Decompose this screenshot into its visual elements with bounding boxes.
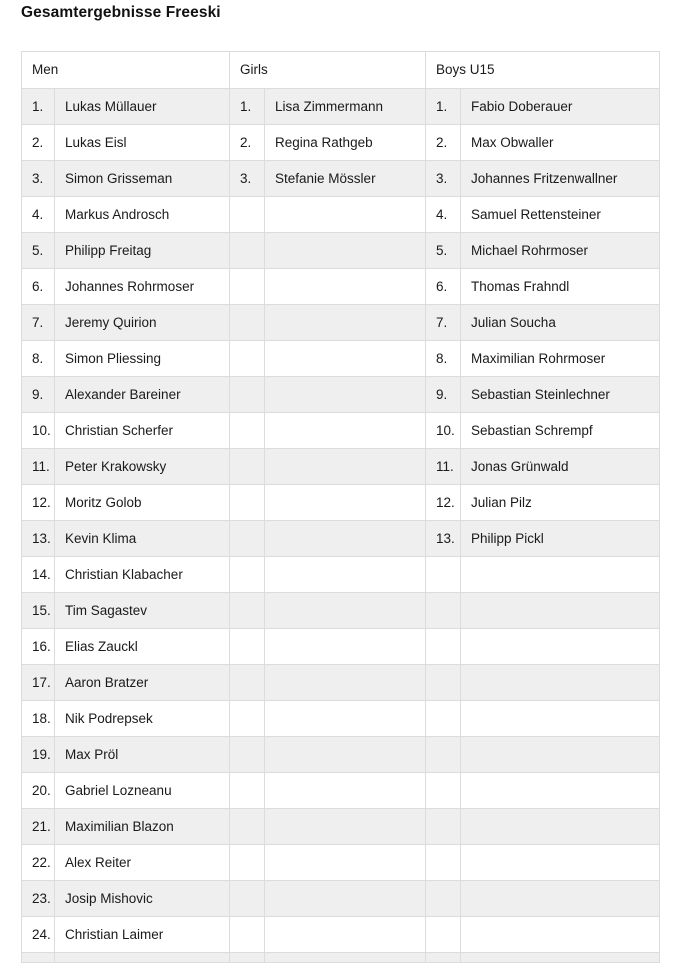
athlete-name-cell-boys: Michael Rohrmoser — [461, 233, 660, 269]
table-row — [22, 89, 660, 125]
athlete-name-cell-girls — [265, 341, 426, 377]
athlete-name-cell-men: Markus Androsch — [55, 197, 230, 233]
rank-cell-girls — [230, 665, 265, 701]
athlete-name-cell-men: Alex Reiter — [55, 845, 230, 881]
athlete-name-cell-boys: Philipp Pickl — [461, 521, 660, 557]
rank-cell-girls — [230, 341, 265, 377]
athlete-name-cell-girls — [265, 917, 426, 953]
rank-cell-men: 9. — [22, 377, 55, 413]
results-table-container — [21, 51, 659, 963]
table-row — [22, 737, 660, 773]
rank-cell-men: 10. — [22, 413, 55, 449]
rank-cell-boys — [426, 773, 461, 809]
athlete-name-cell-men: Josip Mishovic — [55, 881, 230, 917]
rank-cell-men: 15. — [22, 593, 55, 629]
table-row — [22, 881, 660, 917]
athlete-name-cell-men: Nik Podrepsek — [55, 701, 230, 737]
athlete-name-cell-men: Moritz Golob — [55, 485, 230, 521]
rank-cell-girls — [230, 737, 265, 773]
rank-cell-boys: 1. — [426, 89, 461, 125]
rank-cell-men: 12. — [22, 485, 55, 521]
athlete-name-cell-boys: Samuel Rettensteiner — [461, 197, 660, 233]
column-header-men: Men — [22, 52, 230, 89]
rank-cell-men: 5. — [22, 233, 55, 269]
rank-cell-girls — [230, 449, 265, 485]
athlete-name-cell-men: Tim Sagastev — [55, 593, 230, 629]
table-row — [22, 341, 660, 377]
athlete-name-cell-boys — [461, 845, 660, 881]
athlete-name-cell-men: Gabriel Lozneanu — [55, 773, 230, 809]
rank-cell-girls: 1. — [230, 89, 265, 125]
table-row — [22, 521, 660, 557]
athlete-name-cell-girls — [265, 665, 426, 701]
rank-cell-men: 20. — [22, 773, 55, 809]
athlete-name-cell-boys — [461, 881, 660, 917]
athlete-name-cell-men: Johannes Rohrmoser — [55, 269, 230, 305]
rank-cell-men: 22. — [22, 845, 55, 881]
column-header-girls: Girls — [230, 52, 426, 89]
table-row — [22, 125, 660, 161]
table-row — [22, 269, 660, 305]
athlete-name-cell-boys — [461, 809, 660, 845]
athlete-name-cell-boys: Julian Pilz — [461, 485, 660, 521]
rank-cell-boys — [426, 665, 461, 701]
athlete-name-cell-girls — [265, 197, 426, 233]
rank-cell-men: 23. — [22, 881, 55, 917]
athlete-name-cell-boys — [461, 557, 660, 593]
rank-cell-men: 17. — [22, 665, 55, 701]
rank-cell-men: 18. — [22, 701, 55, 737]
rank-cell-girls — [230, 413, 265, 449]
rank-cell-girls — [230, 269, 265, 305]
table-row — [22, 917, 660, 953]
athlete-name-cell-girls — [265, 629, 426, 665]
rank-cell-boys: 6. — [426, 269, 461, 305]
athlete-name-cell-boys: Sebastian Schrempf — [461, 413, 660, 449]
athlete-name-cell-men: Lukas Müllauer — [55, 89, 230, 125]
rank-cell-boys — [426, 917, 461, 953]
page-title: Gesamtergebnisse Freeski — [21, 4, 221, 21]
athlete-name-cell-girls — [265, 881, 426, 917]
rank-cell-girls — [230, 377, 265, 413]
rank-cell-girls: 2. — [230, 125, 265, 161]
table-row — [22, 845, 660, 881]
rank-cell-girls: 3. — [230, 161, 265, 197]
athlete-name-cell-boys — [461, 629, 660, 665]
rank-cell-boys: 9. — [426, 377, 461, 413]
table-row — [22, 413, 660, 449]
table-body — [22, 89, 660, 963]
rank-cell-girls — [230, 701, 265, 737]
athlete-name-cell-girls — [265, 557, 426, 593]
rank-cell-men: 16. — [22, 629, 55, 665]
athlete-name-cell-men: Simon Pliessing — [55, 341, 230, 377]
athlete-name-cell-girls: Lisa Zimmermann — [265, 89, 426, 125]
rank-cell-boys: 12. — [426, 485, 461, 521]
athlete-name-cell-men: Jeremy Quirion — [55, 305, 230, 341]
athlete-name-cell-boys: Jonas Grünwald — [461, 449, 660, 485]
table-row — [22, 665, 660, 701]
athlete-name-cell-boys — [461, 737, 660, 773]
rank-cell-boys: 10. — [426, 413, 461, 449]
table-row — [22, 629, 660, 665]
overall-results-table — [21, 51, 660, 963]
athlete-name-cell-men: Christian Klabacher — [55, 557, 230, 593]
rank-cell-men: 7. — [22, 305, 55, 341]
athlete-name-cell-boys: Julian Soucha — [461, 305, 660, 341]
rank-cell-boys: 8. — [426, 341, 461, 377]
athlete-name-cell-girls — [265, 593, 426, 629]
rank-cell-girls — [230, 197, 265, 233]
rank-cell-boys: 13. — [426, 521, 461, 557]
athlete-name-cell-men: Aaron Bratzer — [55, 665, 230, 701]
rank-cell-boys: 11. — [426, 449, 461, 485]
athlete-name-cell-girls — [265, 233, 426, 269]
rank-cell-men: 14. — [22, 557, 55, 593]
table-row — [22, 593, 660, 629]
rank-cell-men: 21. — [22, 809, 55, 845]
table-row — [22, 197, 660, 233]
athlete-name-cell-men: Elias Zauckl — [55, 629, 230, 665]
athlete-name-cell-girls: Regina Rathgeb — [265, 125, 426, 161]
rank-cell-boys — [426, 629, 461, 665]
rank-cell-boys: 5. — [426, 233, 461, 269]
athlete-name-cell-girls — [265, 413, 426, 449]
rank-cell-girls — [230, 773, 265, 809]
athlete-name-cell-boys — [461, 773, 660, 809]
rank-cell-girls — [230, 845, 265, 881]
athlete-name-cell-boys: Johannes Fritzenwallner — [461, 161, 660, 197]
rank-cell-boys — [426, 737, 461, 773]
table-row — [22, 305, 660, 341]
athlete-name-cell-girls — [265, 305, 426, 341]
athlete-name-cell-boys — [461, 701, 660, 737]
athlete-name-cell-girls — [265, 737, 426, 773]
rank-cell-girls — [230, 233, 265, 269]
athlete-name-cell-boys — [461, 917, 660, 953]
rank-cell-men: 4. — [22, 197, 55, 233]
athlete-name-cell-men: Alexander Bareiner — [55, 377, 230, 413]
athlete-name-cell-boys — [461, 665, 660, 701]
rank-cell-men: 3. — [22, 161, 55, 197]
rank-cell-men: 19. — [22, 737, 55, 773]
rank-cell-boys — [426, 845, 461, 881]
rank-cell-men: 6. — [22, 269, 55, 305]
athlete-name-cell-girls: Stefanie Mössler — [265, 161, 426, 197]
athlete-name-cell-girls — [265, 809, 426, 845]
table-row — [22, 449, 660, 485]
rank-cell-girls — [230, 917, 265, 953]
athlete-name-cell-boys: Maximilian Rohrmoser — [461, 341, 660, 377]
rank-cell-girls — [230, 485, 265, 521]
athlete-name-cell-men: Peter Krakowsky — [55, 449, 230, 485]
rank-cell-boys — [426, 593, 461, 629]
athlete-name-cell-men: Max Pröl — [55, 737, 230, 773]
rank-cell-boys: 3. — [426, 161, 461, 197]
athlete-name-cell-girls — [265, 485, 426, 521]
athlete-name-cell-men: Simon Grisseman — [55, 161, 230, 197]
rank-cell-men: 24. — [22, 917, 55, 953]
table-header-row — [22, 52, 660, 89]
rank-cell-men: 11. — [22, 449, 55, 485]
athlete-name-cell-girls — [265, 269, 426, 305]
athlete-name-cell-men: Maximilian Blazon — [55, 809, 230, 845]
athlete-name-cell-men: Lukas Eisl — [55, 125, 230, 161]
athlete-name-cell-boys: Thomas Frahndl — [461, 269, 660, 305]
table-row — [22, 377, 660, 413]
rank-cell-boys — [426, 557, 461, 593]
athlete-name-cell-girls — [265, 845, 426, 881]
athlete-name-cell-men: Philipp Freitag — [55, 233, 230, 269]
table-row — [22, 161, 660, 197]
rank-cell-men: 13. — [22, 521, 55, 557]
rank-cell-girls — [230, 305, 265, 341]
athlete-name-cell-girls — [265, 449, 426, 485]
rank-cell-boys: 2. — [426, 125, 461, 161]
table-head — [22, 52, 660, 89]
athlete-name-cell-girls — [265, 701, 426, 737]
athlete-name-cell-girls — [265, 773, 426, 809]
athlete-name-cell-boys: Sebastian Steinlechner — [461, 377, 660, 413]
rank-cell-girls — [230, 629, 265, 665]
table-row — [22, 809, 660, 845]
athlete-name-cell-boys — [461, 593, 660, 629]
rank-cell-girls — [230, 521, 265, 557]
athlete-name-cell-girls — [265, 521, 426, 557]
athlete-name-cell-boys: Fabio Doberauer — [461, 89, 660, 125]
rank-cell-girls — [230, 593, 265, 629]
rank-cell-girls — [230, 881, 265, 917]
rank-cell-boys: 7. — [426, 305, 461, 341]
rank-cell-girls — [230, 809, 265, 845]
athlete-name-cell-men: Christian Laimer — [55, 917, 230, 953]
athlete-name-cell-girls — [265, 377, 426, 413]
column-header-boys-u15: Boys U15 — [426, 52, 660, 89]
table-row — [22, 233, 660, 269]
rank-cell-men: 1. — [22, 89, 55, 125]
table-row — [22, 701, 660, 737]
rank-cell-men: 2. — [22, 125, 55, 161]
athlete-name-cell-men: Christian Scherfer — [55, 413, 230, 449]
rank-cell-boys — [426, 701, 461, 737]
rank-cell-boys — [426, 881, 461, 917]
rank-cell-boys: 4. — [426, 197, 461, 233]
rank-cell-girls — [230, 557, 265, 593]
table-row — [22, 557, 660, 593]
athlete-name-cell-men: Kevin Klima — [55, 521, 230, 557]
table-row — [22, 485, 660, 521]
athlete-name-cell-boys: Max Obwaller — [461, 125, 660, 161]
rank-cell-men: 8. — [22, 341, 55, 377]
rank-cell-boys — [426, 809, 461, 845]
table-row — [22, 773, 660, 809]
